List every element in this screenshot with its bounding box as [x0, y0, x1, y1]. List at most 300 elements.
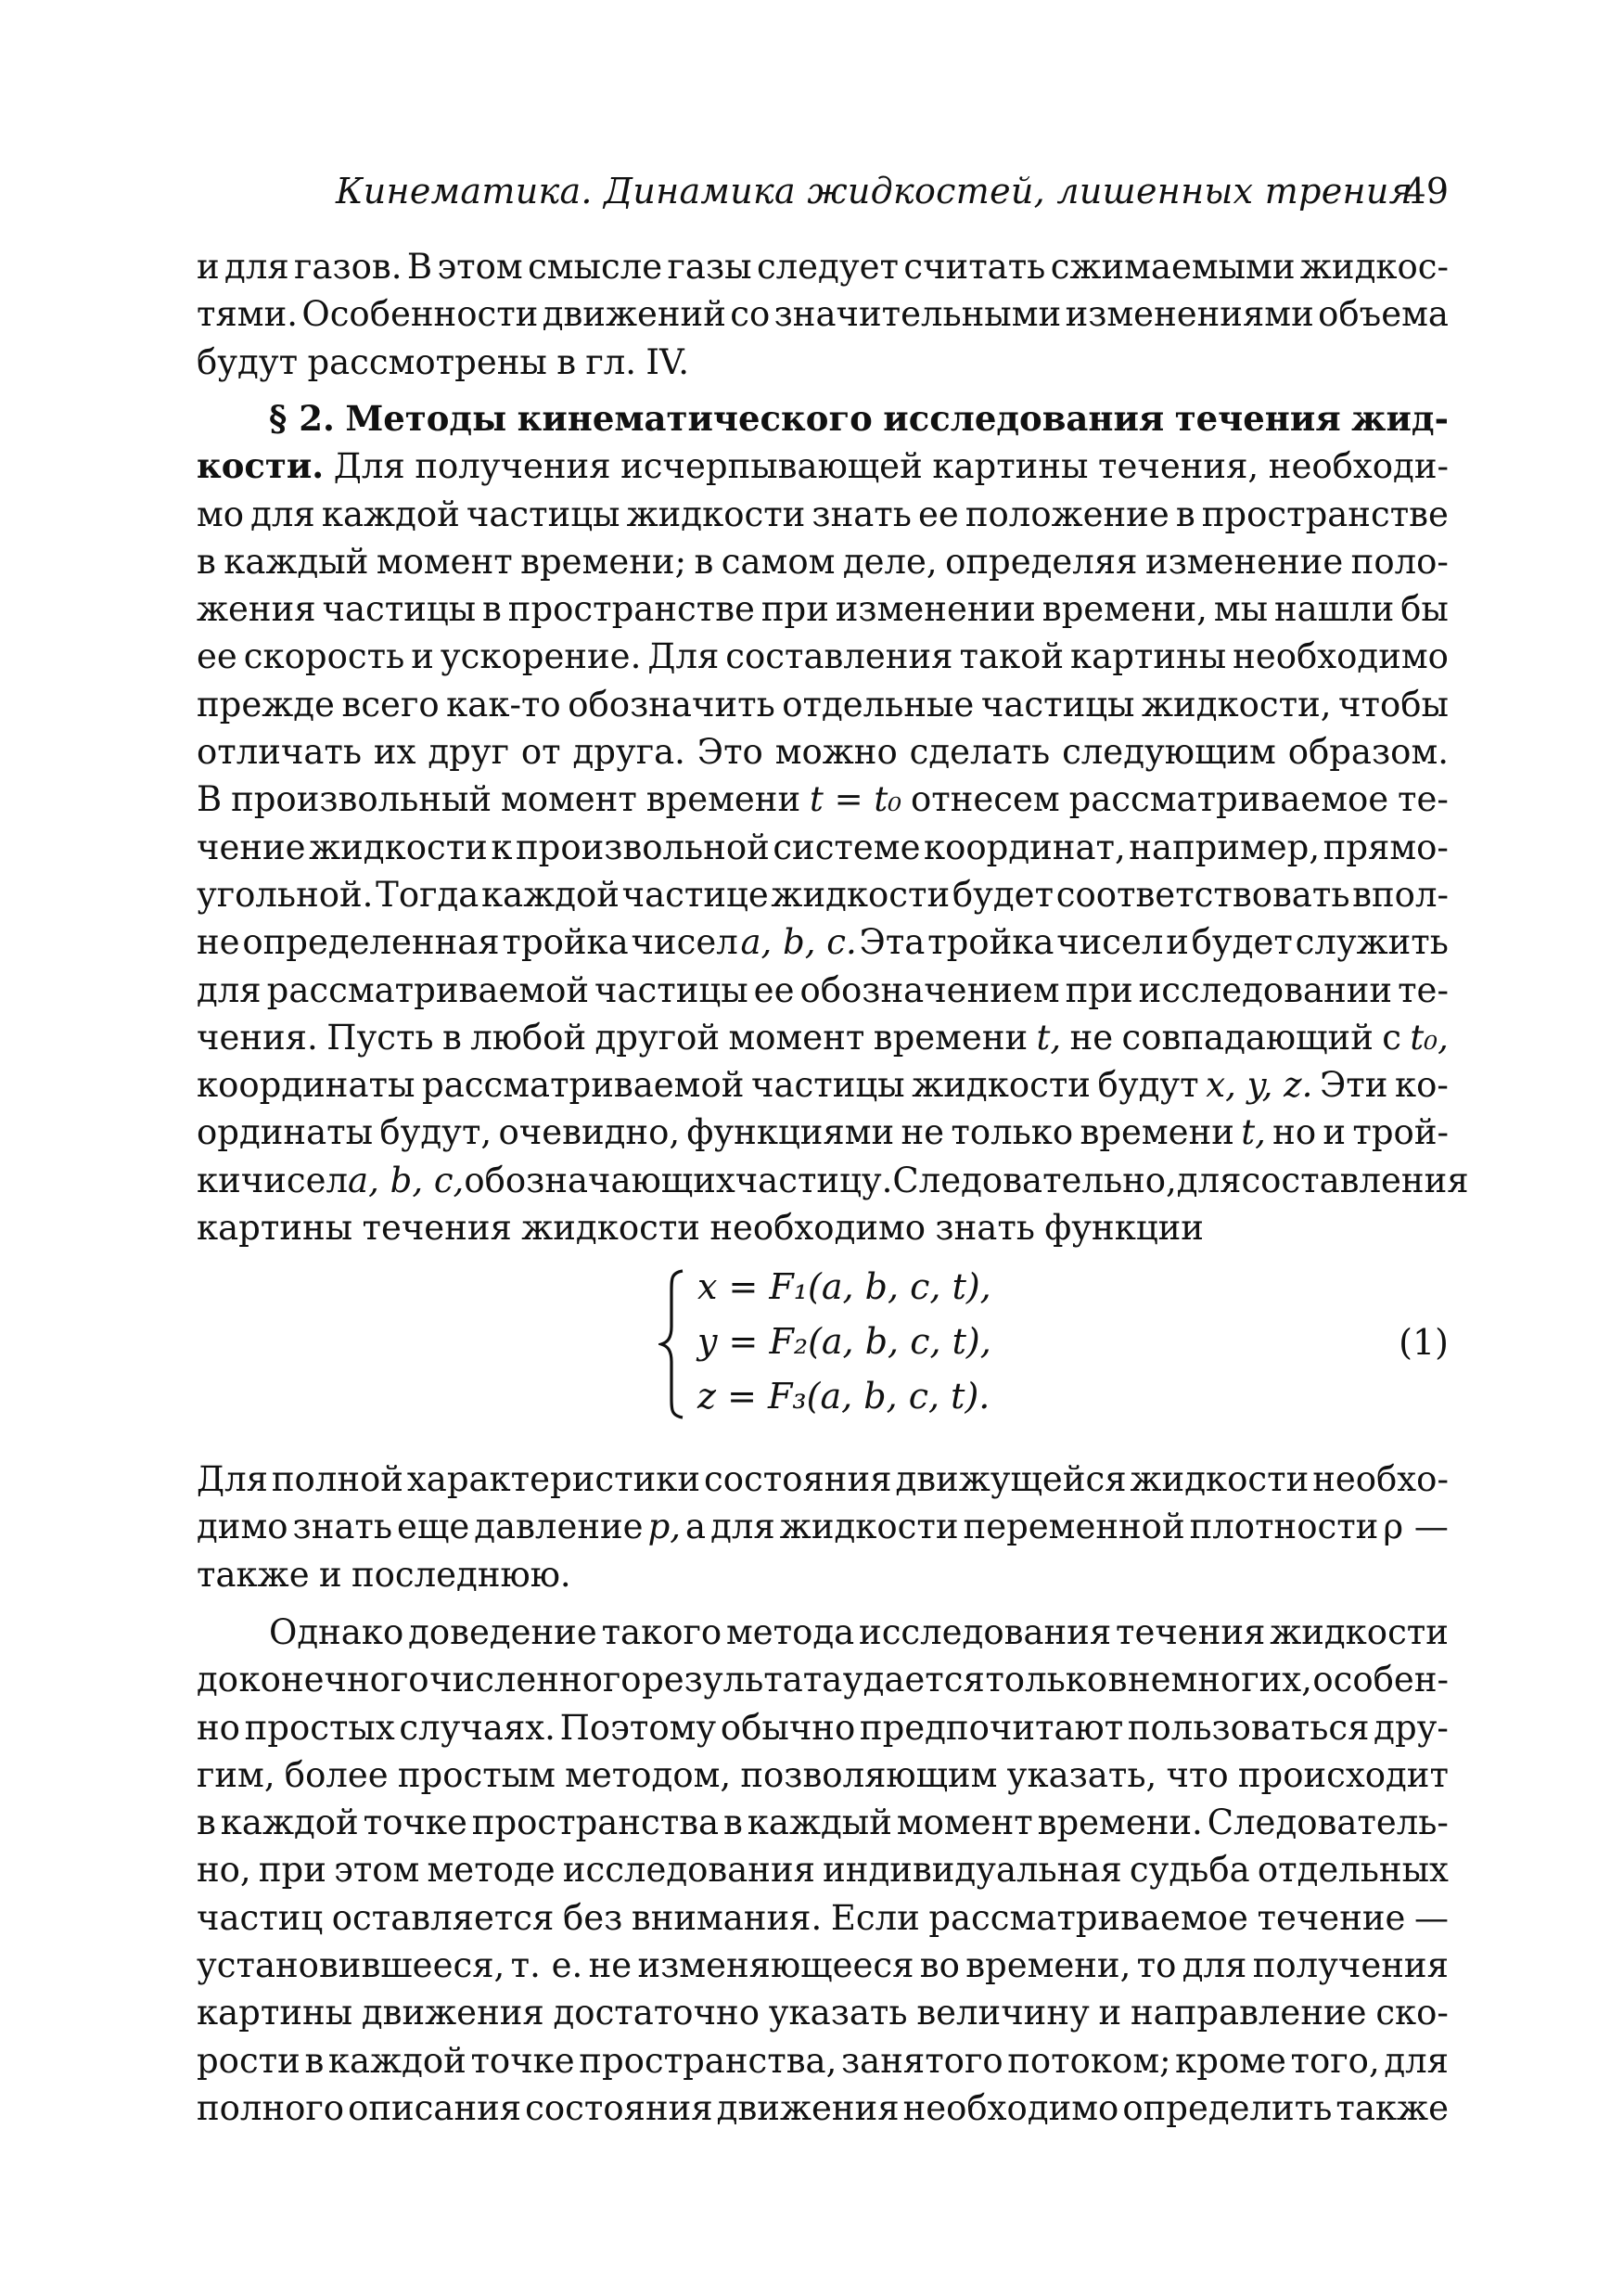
text-line — [197, 1109, 1449, 1156]
word: времени; — [520, 541, 687, 582]
word: картины — [932, 446, 1089, 487]
left-brace — [658, 1269, 686, 1419]
word: будут — [1097, 1065, 1199, 1106]
word: Пусть — [326, 1017, 434, 1058]
text-line — [197, 1656, 1449, 1703]
word: частицу. — [735, 1160, 893, 1200]
word: индивидуальная — [823, 1850, 1122, 1891]
word: происходит — [1237, 1754, 1449, 1795]
word: частице — [621, 874, 769, 915]
word: для — [197, 969, 262, 1010]
word: в — [556, 341, 577, 382]
word: движущейся — [895, 1459, 1127, 1499]
word: к — [491, 827, 513, 867]
word: будет — [1191, 922, 1293, 963]
word: чения. — [197, 1017, 318, 1058]
word: Поэтому — [559, 1707, 717, 1748]
word: отдельные — [782, 684, 975, 725]
word: скорость — [243, 636, 405, 677]
word: трой- — [1352, 1112, 1449, 1153]
word: при — [760, 589, 829, 630]
word: момент — [728, 1017, 865, 1058]
word: пространства — [471, 1802, 720, 1843]
word: рассматриваемое — [928, 1897, 1248, 1938]
word: этом — [334, 1850, 420, 1891]
word: во — [919, 1945, 960, 1986]
word: времени — [873, 1017, 1029, 1058]
word: в — [304, 2040, 325, 2081]
word: немногих, — [1127, 1660, 1312, 1700]
text-line — [197, 1061, 1449, 1109]
word: будут — [197, 341, 299, 382]
word: ее — [197, 636, 237, 677]
word: бы — [1400, 589, 1449, 630]
word: — — [1413, 1897, 1449, 1938]
section-heading-word: Методы — [345, 398, 507, 439]
word: следует — [756, 247, 899, 287]
word: Эти — [1319, 1065, 1388, 1106]
word: можно — [774, 732, 898, 773]
word: Однако — [269, 1612, 404, 1652]
word: смысле — [528, 247, 663, 287]
word: переменной — [963, 1507, 1185, 1547]
text-line — [197, 824, 1449, 871]
word: исчерпывающей — [620, 446, 923, 487]
word: обозначающих — [464, 1160, 735, 1200]
word: Эта — [859, 922, 926, 963]
text-line — [197, 1157, 1469, 1204]
word: направление — [1130, 1993, 1367, 2033]
word: до — [197, 1660, 239, 1700]
paragraph-gases — [197, 243, 1449, 386]
word: времени — [1080, 1112, 1234, 1153]
word: чтобы — [1338, 684, 1449, 725]
word: В — [406, 247, 433, 287]
word: в — [1107, 1660, 1128, 1700]
text-line — [197, 1942, 1449, 1989]
word: движений — [542, 294, 726, 335]
text-line — [197, 491, 1449, 538]
word: то — [1136, 1945, 1177, 1986]
word: жидкости — [626, 494, 806, 534]
word: функциями — [686, 1112, 895, 1153]
text-line — [197, 1751, 1449, 1799]
text-line — [197, 728, 1449, 776]
word: координат, — [924, 827, 1126, 867]
word: исследовании — [1138, 969, 1393, 1010]
word: жидкости — [771, 874, 951, 915]
text-line — [197, 633, 1449, 680]
word: полной — [271, 1459, 403, 1499]
word: Если — [830, 1897, 920, 1938]
text-line — [197, 1551, 1449, 1598]
section-heading-end: кости. — [197, 445, 325, 487]
word: произвольный — [231, 779, 492, 820]
text-line — [197, 2037, 1449, 2084]
word: следующим — [1062, 732, 1276, 773]
equation-x: x = F₁(a, b, c, t), — [697, 1266, 991, 1307]
word: Для — [647, 636, 720, 677]
word: доведение — [408, 1612, 597, 1652]
word: простым — [397, 1754, 556, 1795]
word: указать, — [1006, 1754, 1157, 1795]
word: ки — [197, 1160, 241, 1200]
word: со — [730, 294, 771, 335]
word: обозначить — [568, 684, 775, 725]
word: деле, — [842, 541, 938, 582]
word: внимания. — [631, 1897, 823, 1938]
word: что — [1166, 1754, 1229, 1795]
word: момент — [376, 541, 513, 582]
word: определяя — [945, 541, 1138, 582]
word: рассматриваемой — [266, 969, 590, 1010]
word: тями. — [197, 294, 299, 335]
word: t, — [1036, 1017, 1062, 1058]
word: и — [1323, 1112, 1347, 1153]
word: не — [1069, 1017, 1114, 1058]
word: величину — [916, 1993, 1090, 2033]
section-heading-line — [197, 395, 1449, 443]
word: объема — [1318, 294, 1449, 335]
word: Для — [197, 1459, 268, 1499]
text-line — [197, 2084, 1449, 2132]
word: такой — [959, 636, 1065, 677]
word: в — [694, 541, 714, 582]
word: еще — [397, 1507, 470, 1547]
word: газы — [667, 247, 752, 287]
word: частицы — [594, 969, 748, 1010]
word: t = t₀ — [810, 779, 902, 820]
paragraph-pressure — [197, 1456, 1449, 1598]
word: значительными — [773, 294, 1062, 335]
word: Тогда — [376, 874, 479, 915]
word: необходимо — [1233, 636, 1449, 677]
word: жидкости — [309, 827, 488, 867]
word: простых — [244, 1707, 395, 1748]
word: более — [284, 1754, 389, 1795]
word: для — [224, 247, 289, 287]
word: характеристики — [406, 1459, 701, 1499]
text-line — [197, 967, 1449, 1014]
word: метода — [725, 1612, 855, 1652]
word: особен- — [1312, 1660, 1449, 1700]
word: изменение — [1144, 541, 1344, 582]
word: времени, — [965, 1945, 1131, 1986]
word: самом — [721, 541, 836, 582]
word: но — [197, 1707, 240, 1748]
text-line — [197, 1894, 1449, 1942]
section-number: § 2. — [269, 398, 335, 439]
word: методе — [427, 1850, 556, 1891]
word: в — [197, 1802, 216, 1843]
word: отдельных — [1257, 1850, 1449, 1891]
word: пространстве — [1201, 494, 1449, 534]
word: необходи- — [1268, 446, 1449, 487]
word: необходимо — [709, 1208, 927, 1249]
word: жидкости — [912, 1065, 1091, 1106]
equation-1 — [197, 1260, 1449, 1427]
word: и — [197, 247, 220, 287]
word: исследования — [859, 1612, 1112, 1652]
word: x, y, z. — [1206, 1065, 1313, 1106]
word: знать — [812, 494, 912, 534]
word: будут, — [379, 1112, 492, 1153]
word: мо — [197, 494, 245, 534]
word: определенная — [242, 922, 500, 963]
text-line — [197, 339, 1449, 386]
word: каждой — [481, 874, 620, 915]
word: a, b, c. — [740, 922, 857, 963]
word: тройка — [502, 922, 629, 963]
word: но, — [197, 1850, 251, 1891]
word: и — [318, 1554, 342, 1595]
word: состояния — [525, 2087, 713, 2128]
paragraph-euler-method — [197, 1609, 1449, 2132]
word: этом — [437, 247, 523, 287]
text-line — [197, 1503, 1449, 1550]
word: чение — [197, 827, 306, 867]
word: Это — [696, 732, 763, 773]
word: течения — [1115, 1612, 1266, 1652]
word: но — [1272, 1112, 1317, 1153]
text-line — [197, 1609, 1449, 1656]
word: определить — [1122, 2087, 1333, 2128]
word: установившееся, — [197, 1945, 505, 1986]
word: не — [901, 1112, 945, 1153]
word: изменяющееся — [637, 1945, 914, 1986]
word: жидкости — [779, 1507, 959, 1547]
text-line — [197, 1456, 1449, 1503]
word: прежде — [197, 684, 335, 725]
word: впол- — [1352, 874, 1449, 915]
word: только — [985, 1660, 1108, 1700]
word: от — [520, 732, 561, 773]
word: чисел — [1056, 922, 1164, 963]
word: времени — [645, 779, 801, 820]
text-line — [197, 1014, 1449, 1061]
word: поло- — [1350, 541, 1449, 582]
word: с — [1382, 1017, 1401, 1058]
word: течения — [362, 1208, 512, 1249]
word: и — [1166, 922, 1189, 963]
word: времени, — [1042, 589, 1208, 630]
word: гл. — [585, 341, 637, 382]
word: ординаты — [197, 1112, 374, 1153]
word: исследования — [562, 1850, 815, 1891]
running-head: Кинематика. Динамика жидкостей, лишенных трения — [336, 171, 1413, 212]
section-heading-word: исследования — [883, 398, 1165, 439]
word: момент — [500, 779, 637, 820]
word: обозначением — [799, 969, 1060, 1010]
word: газов. — [294, 247, 403, 287]
word: судьба — [1129, 1850, 1250, 1891]
word: мы — [1213, 589, 1269, 630]
word: предпочитают — [859, 1707, 1124, 1748]
word: те- — [1398, 969, 1449, 1010]
section-heading-word: кинематического — [517, 398, 873, 439]
word: В — [197, 779, 223, 820]
word: момент — [896, 1802, 1033, 1843]
word: сжимаемыми — [1050, 247, 1296, 287]
text-line — [197, 1799, 1449, 1846]
word: при — [258, 1850, 326, 1891]
text-line — [197, 1989, 1449, 2036]
word: дру- — [1374, 1707, 1449, 1748]
word: составления — [1241, 1160, 1469, 1200]
word: частицы — [751, 1065, 905, 1106]
word: случаях. — [399, 1707, 556, 1748]
word: указать — [768, 1993, 908, 2033]
word: картины — [1070, 636, 1227, 677]
word: того, — [1290, 2040, 1380, 2081]
word: будет — [952, 874, 1054, 915]
word: пространства, — [579, 2040, 837, 2081]
word: необхо- — [1312, 1459, 1449, 1499]
word: IV. — [645, 341, 690, 382]
equation-number: (1) — [1399, 1322, 1449, 1363]
text-line — [197, 585, 1449, 633]
word: точке — [470, 2040, 575, 2081]
word: получения — [1252, 1945, 1449, 1986]
word: для — [1176, 1160, 1242, 1200]
word: а — [685, 1507, 707, 1547]
word: в — [197, 541, 216, 582]
word: движения — [716, 2087, 900, 2128]
word: также — [197, 1554, 310, 1595]
word: Для — [333, 446, 405, 487]
word: точке — [363, 1802, 467, 1843]
text-line — [197, 243, 1449, 290]
equation-system — [697, 1260, 1087, 1424]
word: чисел — [240, 1160, 349, 1200]
word: для — [250, 494, 315, 534]
section-heading-word: течения — [1174, 398, 1341, 439]
word: для — [1384, 2040, 1449, 2081]
word: занятого — [840, 2040, 1003, 2081]
word: ско- — [1375, 1993, 1449, 2033]
word: например, — [1129, 827, 1321, 867]
word: позволяющим — [740, 1754, 998, 1795]
word: жидкос- — [1299, 247, 1449, 287]
word: знать — [935, 1208, 1035, 1249]
word: давление — [474, 1507, 644, 1547]
word: картины — [197, 1993, 353, 2033]
word: как-то — [446, 684, 561, 725]
word: угольной. — [197, 874, 374, 915]
word: течение — [1257, 1897, 1406, 1938]
word: результата — [642, 1660, 843, 1700]
word: димо — [197, 1507, 288, 1547]
word: и — [411, 636, 434, 677]
word: другой — [594, 1017, 721, 1058]
word: изменениями — [1065, 294, 1314, 335]
word: конечного — [238, 1660, 429, 1700]
word: т. е. — [510, 1945, 583, 1986]
word: в — [441, 1017, 462, 1058]
word: обычно — [720, 1707, 856, 1748]
word: положение — [965, 494, 1169, 534]
word: для — [1182, 1945, 1247, 1986]
word: нашли — [1273, 589, 1395, 630]
word: соответствовать — [1055, 874, 1350, 915]
word: пользоваться — [1127, 1707, 1370, 1748]
word: произвольной — [515, 827, 770, 867]
word: в — [723, 1802, 743, 1843]
word: удается — [842, 1660, 985, 1700]
word: рассматриваемое — [1068, 779, 1389, 820]
text-line — [197, 290, 1449, 338]
word: любой — [470, 1017, 587, 1058]
text-line — [197, 918, 1449, 966]
word: не — [197, 922, 240, 963]
word: состояния — [704, 1459, 892, 1499]
word: друга. — [572, 732, 685, 773]
text-line — [197, 538, 1449, 585]
equation-y: y = F₂(a, b, c, t), — [697, 1321, 991, 1362]
equation-z: z = F₃(a, b, c, t). — [697, 1376, 990, 1417]
word: ρ — — [1383, 1507, 1449, 1547]
word: каждой — [321, 494, 460, 534]
word: плотности — [1189, 1507, 1379, 1547]
word: их — [373, 732, 416, 773]
word: не — [588, 1945, 633, 1986]
word: в — [482, 589, 502, 630]
word: составления — [725, 636, 953, 677]
word: оставляется — [331, 1897, 555, 1938]
word: отнесем — [910, 779, 1060, 820]
word: t₀, — [1410, 1017, 1449, 1058]
word: для — [710, 1507, 775, 1547]
word: численного — [429, 1660, 642, 1700]
word: частицы — [466, 494, 620, 534]
text-line — [197, 1704, 1449, 1751]
word: каждой — [220, 1802, 359, 1843]
word: без — [562, 1897, 623, 1938]
word: совпадающий — [1121, 1017, 1374, 1058]
word: частицы — [980, 684, 1135, 725]
word: жидкости — [1270, 1612, 1449, 1652]
word: прямо- — [1323, 827, 1449, 867]
word: при — [1065, 969, 1133, 1010]
word: очевидно, — [498, 1112, 681, 1153]
word: жидкости — [1130, 1459, 1310, 1499]
section-heading-end-line — [197, 443, 1449, 490]
word: каждый — [224, 541, 369, 582]
word: ко- — [1395, 1065, 1449, 1106]
word: кроме — [1175, 2040, 1286, 2081]
word: частиц — [197, 1897, 324, 1938]
word: служить — [1295, 922, 1449, 963]
word: координаты — [197, 1065, 415, 1106]
word: необходимо — [902, 2087, 1119, 2128]
word: ее — [918, 494, 959, 534]
word: отличать — [197, 732, 363, 773]
word: частицы — [322, 589, 477, 630]
word: p, — [647, 1507, 682, 1547]
word: ее — [753, 969, 795, 1010]
word: описания — [348, 2087, 522, 2128]
word: полного — [197, 2087, 345, 2128]
word: t, — [1241, 1112, 1266, 1153]
word: системе — [773, 827, 921, 867]
word: сделать — [909, 732, 1051, 773]
word: последнюю. — [351, 1554, 571, 1595]
word: функции — [1044, 1208, 1204, 1249]
word: жидкости — [521, 1208, 700, 1249]
word: движения — [361, 1993, 544, 2033]
word: рости — [197, 2040, 300, 2081]
word: течения, — [1098, 446, 1259, 487]
